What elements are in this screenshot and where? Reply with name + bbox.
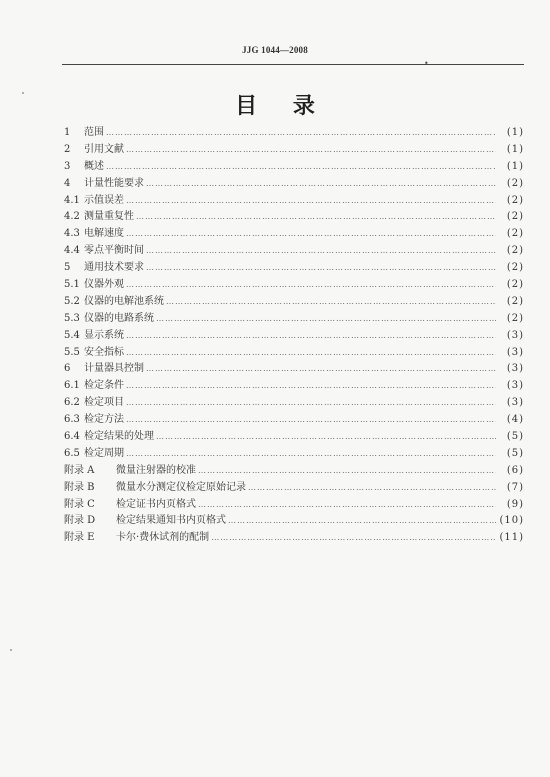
toc-entry-label: 测量重复性 — [84, 211, 134, 223]
toc-entry-page: (11) — [499, 532, 524, 544]
toc-entry[interactable] — [64, 361, 524, 378]
toc-entry[interactable] — [64, 125, 524, 142]
toc-entry[interactable] — [64, 328, 524, 345]
toc-entry[interactable] — [64, 497, 524, 514]
toc-entry-label: 计量性能要求 — [84, 177, 144, 189]
dot-leader — [156, 311, 496, 328]
toc-entry-label: 显示系统 — [84, 329, 124, 341]
dot-leader — [126, 193, 496, 210]
toc-entry[interactable] — [64, 226, 524, 243]
toc-entry-label: 仪器的电解池系统 — [84, 295, 164, 307]
toc-entry-page: (3) — [506, 363, 524, 375]
toc-entry[interactable] — [64, 142, 524, 159]
toc-entry[interactable] — [64, 513, 524, 530]
toc-entry-label: 电解速度 — [84, 228, 124, 240]
dot-leader — [126, 345, 496, 362]
document-code-header: JJG 1044—2008 — [242, 45, 308, 55]
toc-entry[interactable] — [64, 311, 524, 328]
toc-entry-number: 6.1 — [64, 380, 80, 392]
toc-entry-label: 检定方法 — [84, 414, 124, 426]
toc-entry[interactable] — [64, 243, 524, 260]
toc-entry-label: 通用技术要求 — [84, 262, 144, 274]
toc-entry-number: 4.4 — [64, 245, 80, 257]
toc-entry-number: 4.3 — [64, 228, 80, 240]
toc-entry-number: 4.1 — [64, 194, 80, 206]
toc-entry[interactable] — [64, 429, 524, 446]
toc-entry[interactable] — [64, 345, 524, 362]
dot-leader — [106, 125, 496, 142]
toc-entry[interactable] — [64, 463, 524, 480]
toc-entry-number: 附录 C — [64, 498, 95, 510]
toc-entry-label: 安全指标 — [84, 346, 124, 358]
toc-entry[interactable] — [64, 209, 524, 226]
toc-entry[interactable] — [64, 277, 524, 294]
toc-entry[interactable] — [64, 446, 524, 463]
toc-entry-page: (2) — [506, 262, 524, 274]
dot-leader — [136, 209, 496, 226]
toc-entry-page: (6) — [506, 464, 524, 476]
scan-speck — [10, 649, 12, 651]
toc-entry-label: 示值误差 — [84, 194, 124, 206]
dot-leader — [126, 446, 496, 463]
dot-leader — [126, 328, 496, 345]
toc-entry-page: (5) — [506, 447, 524, 459]
toc-entry-number: 6.5 — [64, 447, 80, 459]
toc-entry-page: (10) — [499, 515, 524, 527]
dot-leader — [211, 530, 496, 547]
toc-entry-number: 4.2 — [64, 211, 80, 223]
dot-leader — [126, 412, 496, 429]
toc-entry-number: 6.3 — [64, 414, 80, 426]
dot-leader — [106, 159, 496, 176]
toc-entry[interactable] — [64, 260, 524, 277]
toc-entry-page: (2) — [506, 312, 524, 324]
toc-entry-label: 零点平衡时间 — [84, 245, 144, 257]
toc-entry-page: (1) — [506, 127, 524, 138]
toc-entry-label: 仪器的电路系统 — [84, 312, 154, 324]
toc-entry-page: (2) — [506, 228, 524, 240]
toc-entry-number: 5.2 — [64, 295, 80, 307]
toc-entry-page: (2) — [506, 279, 524, 291]
toc-entry-label: 检定证书内页格式 — [116, 498, 196, 510]
toc-entry-number: 1 — [64, 127, 71, 138]
toc-entry-page: (9) — [506, 498, 524, 510]
dot-leader — [126, 226, 496, 243]
toc-entry-page: (1) — [506, 143, 524, 155]
toc-entry[interactable] — [64, 530, 524, 547]
dot-leader — [146, 361, 496, 378]
toc-entry[interactable] — [64, 395, 524, 412]
toc-entry-label: 概述 — [84, 160, 104, 172]
toc-entry-label: 卡尔·费休试剂的配制 — [116, 532, 210, 544]
toc-entry-number: 6.4 — [64, 431, 80, 443]
dot-leader — [126, 277, 496, 294]
toc-entry-number: 附录 E — [64, 532, 95, 544]
dot-leader — [146, 260, 496, 277]
toc-entry-label: 微量水分测定仪检定原始记录 — [116, 481, 246, 493]
toc-entry-page: (3) — [506, 380, 524, 392]
dot-leader — [198, 463, 496, 480]
dot-leader — [248, 480, 496, 497]
toc-entry-label: 计量器具控制 — [84, 363, 144, 375]
dot-leader — [146, 243, 496, 260]
dot-leader — [198, 497, 496, 514]
toc-entry-number: 4 — [64, 177, 71, 189]
toc-entry-number: 5 — [64, 262, 71, 274]
toc-entry[interactable] — [64, 480, 524, 497]
toc-entry-label: 检定周期 — [84, 447, 124, 459]
dot-leader — [126, 378, 496, 395]
toc-entry[interactable] — [64, 193, 524, 210]
toc-entry-number: 5.4 — [64, 329, 80, 341]
toc-entry-label: 范围 — [84, 127, 104, 138]
toc-entry-page: (3) — [506, 346, 524, 358]
dot-leader — [146, 176, 496, 193]
toc-entry-label: 检定条件 — [84, 380, 124, 392]
scan-speck — [22, 92, 24, 94]
toc-entry[interactable] — [64, 176, 524, 193]
toc-entry-number: 5.1 — [64, 279, 80, 291]
toc-entry-page: (2) — [506, 211, 524, 223]
toc-entry-page: (2) — [506, 177, 524, 189]
toc-entry-number: 3 — [64, 160, 71, 172]
toc-entry-page: (3) — [506, 329, 524, 341]
dot-leader — [166, 294, 496, 311]
toc-entry-label: 检定结果通知书内页格式 — [116, 515, 226, 527]
toc-entry-page: (2) — [506, 295, 524, 307]
toc-entry-page: (7) — [506, 481, 524, 493]
toc-entry-label: 微量注射器的校准 — [116, 464, 196, 476]
dot-leader — [126, 142, 496, 159]
table-of-contents — [64, 125, 524, 547]
toc-entry-number: 5.3 — [64, 312, 80, 324]
toc-entry-page: (5) — [506, 431, 524, 443]
scan-mark: • — [424, 59, 429, 68]
toc-entry-label: 仪器外观 — [84, 279, 124, 291]
toc-entry-page: (2) — [506, 194, 524, 206]
header-rule — [62, 64, 524, 65]
toc-entry-page: (4) — [506, 414, 524, 426]
dot-leader — [228, 513, 496, 530]
toc-entry[interactable] — [64, 412, 524, 429]
toc-entry-page: (3) — [506, 397, 524, 409]
page-title: 目 录 — [235, 94, 329, 119]
toc-entry-number: 6 — [64, 363, 71, 375]
toc-entry-number: 5.5 — [64, 346, 80, 358]
toc-entry-number: 附录 A — [64, 464, 95, 476]
toc-entry[interactable] — [64, 159, 524, 176]
toc-entry[interactable] — [64, 378, 524, 395]
toc-entry-page: (1) — [506, 160, 524, 172]
toc-entry-number: 附录 D — [64, 515, 96, 527]
toc-entry-page: (2) — [506, 245, 524, 257]
dot-leader — [126, 395, 496, 412]
toc-entry-label: 引用文献 — [84, 143, 124, 155]
toc-entry-label: 检定结果的处理 — [84, 431, 154, 443]
toc-entry-number: 2 — [64, 143, 71, 155]
toc-entry-number: 6.2 — [64, 397, 80, 409]
dot-leader — [156, 429, 496, 446]
toc-entry-label: 检定项目 — [84, 397, 124, 409]
toc-entry[interactable] — [64, 294, 524, 311]
toc-entry-number: 附录 B — [64, 481, 95, 493]
